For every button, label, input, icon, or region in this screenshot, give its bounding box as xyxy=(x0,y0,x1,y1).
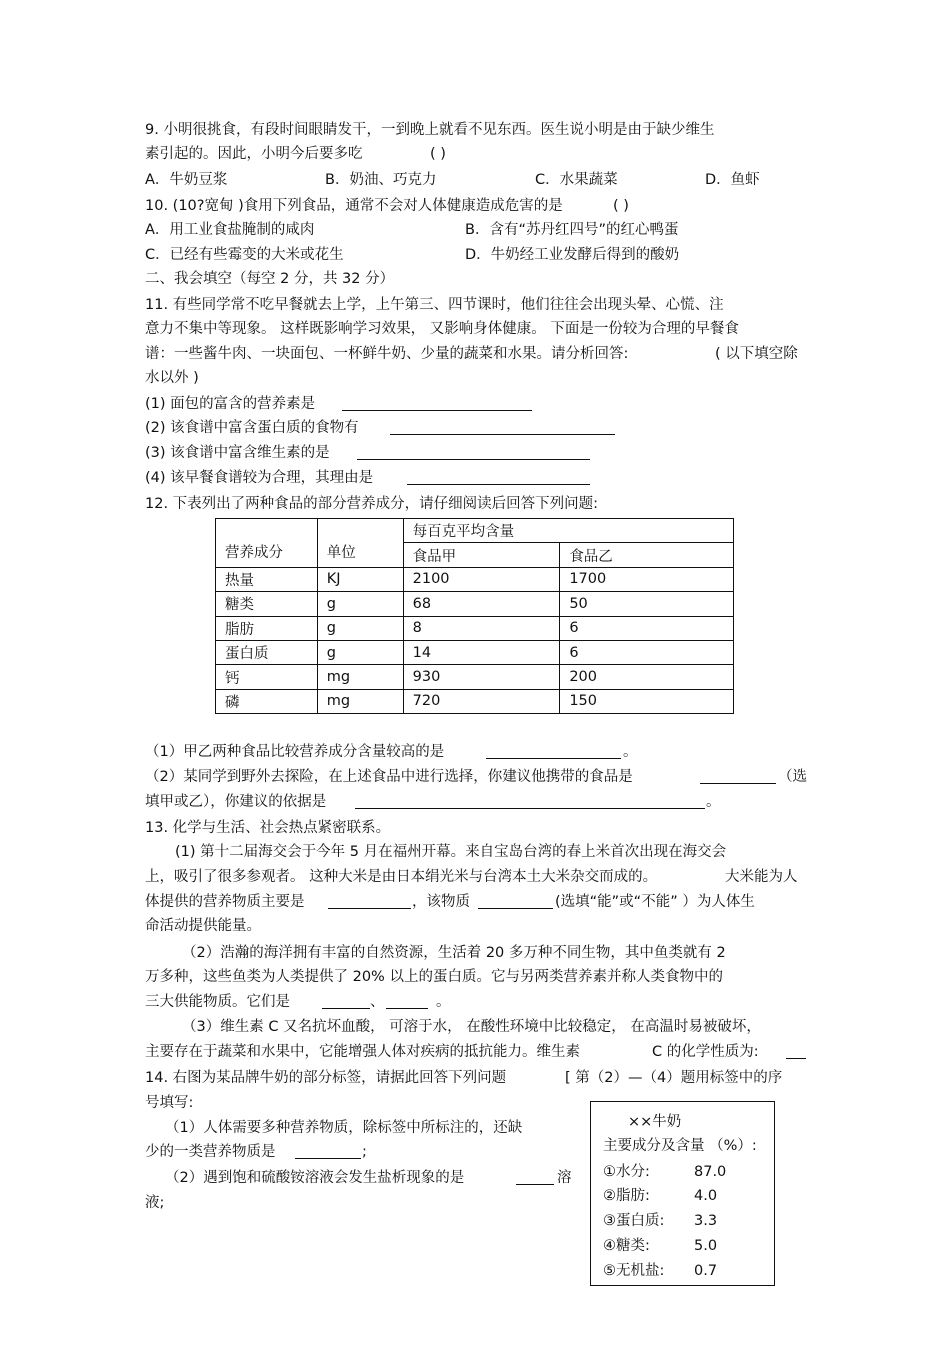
q14-sub2-line2: 液; xyxy=(145,1195,165,1211)
q13-blank-1[interactable] xyxy=(328,894,411,909)
q14-sub1-blank[interactable] xyxy=(295,1144,361,1159)
q12-sub2: （2）某同学到野外去探险，在上述食品中进行选择，你建议他携带的食品是 xyxy=(145,769,633,785)
table-cell: g xyxy=(317,592,403,616)
q12-sub2b: 填甲或乙），你建议的依据是 xyxy=(145,794,327,810)
q14-sub2-end: 溶 xyxy=(557,1170,572,1186)
q12-sub2b-blank[interactable] xyxy=(355,794,705,809)
q9-paren: ( ) xyxy=(430,146,446,162)
milk-item-name: ③蛋白质: xyxy=(603,1213,665,1229)
q9-option-b: B．奶油、巧克力 xyxy=(325,172,437,188)
milk-item-value: 0.7 xyxy=(694,1263,718,1279)
table-cell: 14 xyxy=(403,640,560,664)
q12-sub1-blank[interactable] xyxy=(486,744,621,759)
milk-item-name: ①水分: xyxy=(603,1164,650,1180)
table-cell: KJ xyxy=(317,567,403,591)
table-cell: 糖类 xyxy=(216,592,318,616)
q13-p1-line1: (1) 第十二届海交会于今年 5 月在福州开幕。来自宝岛台湾的春上米首次出现在海交会 xyxy=(175,844,727,860)
q10-option-d: D．牛奶经工业发酵后得到的酸奶 xyxy=(465,247,680,263)
table-cell: 68 xyxy=(403,592,560,616)
nutrition-table xyxy=(215,518,734,714)
table-cell: g xyxy=(317,616,403,640)
header-nutrient: 营养成分 xyxy=(216,519,318,568)
table-cell: 2100 xyxy=(403,567,560,591)
milk-label-subtitle: 主要成分及含量 （%）: xyxy=(603,1138,757,1154)
q13-p1-line4: 命活动提供能量。 xyxy=(145,918,261,934)
q12-sub2-end: （选 xyxy=(778,769,807,785)
table-cell: 磷 xyxy=(216,689,318,713)
q12-stem: 12. 下表列出了两种食品的部分营养成分，请仔细阅读后回答下列问题: xyxy=(145,496,599,512)
header-unit: 单位 xyxy=(317,519,403,568)
table-row xyxy=(216,592,734,616)
q13-p2-line3: 三大供能物质。它们是 xyxy=(145,994,290,1010)
header-food-b: 食品乙 xyxy=(560,543,734,567)
q11-sub2-blank[interactable] xyxy=(390,420,615,435)
q9-option-a: A．牛奶豆浆 xyxy=(145,172,228,188)
table-cell: 6 xyxy=(560,616,734,640)
milk-item-name: ⑤无机盐: xyxy=(603,1263,665,1279)
table-cell: 蛋白质 xyxy=(216,640,318,664)
milk-label xyxy=(590,1101,775,1286)
q12-sub2-blank[interactable] xyxy=(700,769,776,784)
q13-p3-line2b: C 的化学性质为: xyxy=(652,1044,759,1060)
q12-sub2b-end: 。 xyxy=(706,794,721,810)
q13-blank-3[interactable] xyxy=(322,994,370,1009)
q14-stem-line2: 号填写: xyxy=(145,1095,194,1111)
q13-blank-4[interactable] xyxy=(386,994,428,1009)
table-cell: 720 xyxy=(403,689,560,713)
q11-line4: 水以外 ) xyxy=(145,370,199,386)
table-cell: 150 xyxy=(560,689,734,713)
header-food-a: 食品甲 xyxy=(403,543,560,567)
q11-sub3: (3) 该食谱中富含维生素的是 xyxy=(145,445,330,461)
q14-sub2-blank[interactable] xyxy=(516,1170,554,1185)
q12-sub1-end: 。 xyxy=(623,744,638,760)
q13-blank-5[interactable] xyxy=(786,1044,806,1059)
q11-sub2: (2) 该食谱中富含蛋白质的食物有 xyxy=(145,420,359,436)
q13-p2-line3b: 、 xyxy=(370,994,385,1010)
table-cell: 热量 xyxy=(216,567,318,591)
q14-sub1-line1: （1）人体需要多种营养物质，除标签中所标注的，还缺 xyxy=(165,1120,523,1136)
q9-line1: 9. 小明很挑食，有段时间眼睛发干，一到晚上就看不见东西。医生说小明是由于缺少维生 xyxy=(145,122,715,138)
table-cell: 8 xyxy=(403,616,560,640)
q11-sub4: (4) 该早餐食谱较为合理，其理由是 xyxy=(145,470,374,486)
q11-line2: 意力不集中等现象。 这样既影响学习效果， 又影响身体健康。 下面是一份较为合理的早餐食 xyxy=(145,321,739,337)
q13-p2-line2: 万多种，这些鱼类为人类提供了 20% 以上的蛋白质。它与另两类营养素并称人类食物中的 xyxy=(145,969,723,985)
table-cell: 脂肪 xyxy=(216,616,318,640)
q13-p2-line1: （2）浩瀚的海洋拥有丰富的自然资源，生活着 20 多万种不同生物，其中鱼类就有 2 xyxy=(182,945,726,961)
q10-option-a: A．用工业食盐腌制的咸肉 xyxy=(145,222,315,238)
q13-p3-line2: 主要存在于蔬菜和水果中，它能增强人体对疾病的抵抗能力。维生素 xyxy=(145,1044,580,1060)
milk-item-value: 5.0 xyxy=(694,1238,718,1254)
section-heading: 二、我会填空（每空 2 分，共 32 分） xyxy=(145,271,395,287)
table-cell: mg xyxy=(317,689,403,713)
q14-stem-note: [ 第（2）—（4）题用标签中的序 xyxy=(565,1070,783,1086)
milk-label-title: ××牛奶 xyxy=(628,1114,682,1130)
q13-blank-2[interactable] xyxy=(478,894,553,909)
q10-option-b: B．含有“苏丹红四号”的红心鸭蛋 xyxy=(465,222,679,238)
q10-option-c: C．已经有些霉变的大米或花生 xyxy=(145,247,344,263)
q11-line3: 谱：一些酱牛肉、一块面包、一杯鲜牛奶、少量的蔬菜和水果。请分析回答: xyxy=(145,346,629,362)
q9-line2: 素引起的。因此，小明今后要多吃 xyxy=(145,146,363,162)
q13-p1-line2: 上，吸引了很多参观者。 这种大米是由日本绢光米与台湾本土大米杂交而成的。 xyxy=(145,869,658,885)
table-cell: 1700 xyxy=(560,567,734,591)
q11-line1: 11. 有些同学常不吃早餐就去上学，上午第三、四节课时，他们往往会出现头晕、心慌、注 xyxy=(145,297,724,313)
q13-p1-line3c: (选填“能”或“不能” ）为人体生 xyxy=(555,894,755,910)
table-cell: 6 xyxy=(560,640,734,664)
table-cell: g xyxy=(317,640,403,664)
milk-item-value: 4.0 xyxy=(694,1188,718,1204)
q14-sub2-line1: （2）遇到饱和硫酸铵溶液会发生盐析现象的是 xyxy=(165,1170,465,1186)
q10-paren: ( ) xyxy=(613,198,629,214)
table-row xyxy=(216,689,734,713)
q11-line3-note: ( 以下填空除 xyxy=(715,346,798,362)
q13-p1-line2b: 大米能为人 xyxy=(725,869,798,885)
milk-item-value: 3.3 xyxy=(694,1213,718,1229)
table-cell: mg xyxy=(317,665,403,689)
q13-p1-line3: 体提供的营养物质主要是 xyxy=(145,894,305,910)
q14-stem: 14. 右图为某品牌牛奶的部分标签，请据此回答下列问题 xyxy=(145,1070,507,1086)
table-row xyxy=(216,567,734,591)
milk-item-value: 87.0 xyxy=(694,1164,727,1180)
q9-option-d: D．鱼虾 xyxy=(705,172,760,188)
q11-sub1-blank[interactable] xyxy=(342,396,532,411)
q11-sub4-blank[interactable] xyxy=(407,470,590,485)
q9-option-c: C．水果蔬菜 xyxy=(535,172,618,188)
table-cell: 930 xyxy=(403,665,560,689)
table-row xyxy=(216,640,734,664)
q14-sub1-end: ; xyxy=(362,1144,367,1160)
q13-stem: 13. 化学与生活、社会热点紧密联系。 xyxy=(145,820,391,836)
q13-p1-line3b: ，该物质 xyxy=(412,894,470,910)
q11-sub3-blank[interactable] xyxy=(357,445,590,460)
table-header-row xyxy=(216,519,734,543)
table-cell: 50 xyxy=(560,592,734,616)
q11-sub1: (1) 面包的富含的营养素是 xyxy=(145,396,316,412)
table-cell: 200 xyxy=(560,665,734,689)
q12-sub1: （1）甲乙两种食品比较营养成分含量较高的是 xyxy=(145,744,445,760)
header-group: 每百克平均含量 xyxy=(403,519,733,543)
q13-p3-line1: （3）维生素 C 又名抗坏血酸， 可溶于水， 在酸性环境中比较稳定， 在高温时易被破坏， xyxy=(182,1019,761,1035)
milk-item-name: ②脂肪: xyxy=(603,1188,650,1204)
milk-item-name: ④糖类: xyxy=(603,1238,650,1254)
table-cell: 钙 xyxy=(216,665,318,689)
table-row xyxy=(216,665,734,689)
q10-stem: 10. (10?宽甸 )食用下列食品，通常不会对人体健康造成危害的是 xyxy=(145,198,563,214)
table-row xyxy=(216,616,734,640)
q14-sub1-line2: 少的一类营养物质是 xyxy=(145,1144,276,1160)
q13-p2-line3c: 。 xyxy=(436,994,451,1010)
